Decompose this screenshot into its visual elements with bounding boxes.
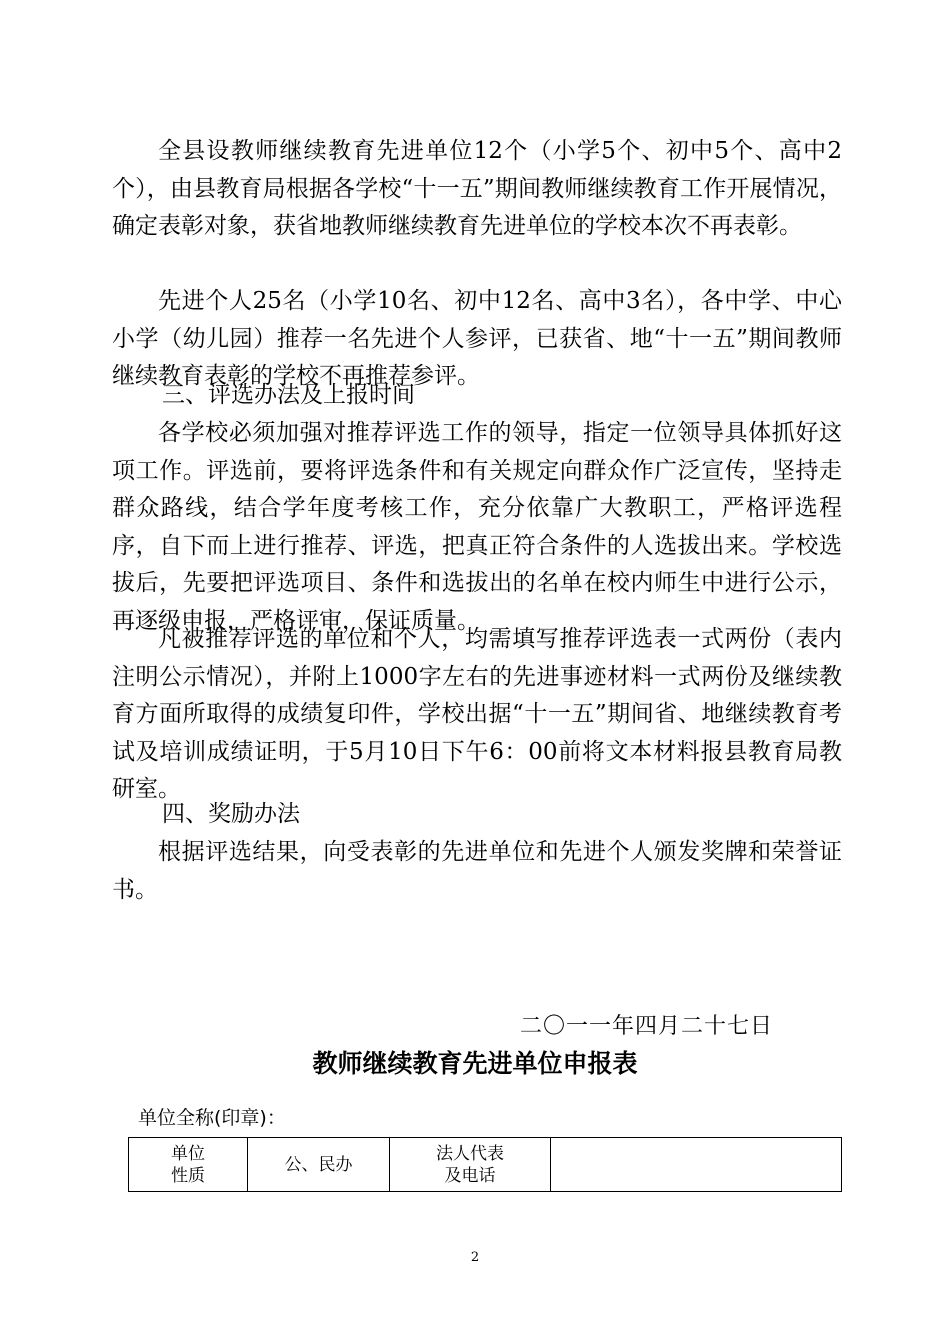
section-heading-rewards: 四、奖励办法 (162, 801, 300, 827)
paragraph-rewards: 根据评选结果，向受表彰的先进单位和先进个人颁发奖牌和荣誉证书。 (112, 839, 842, 903)
paragraph-advanced-units: 全县设教师继续教育先进单位12个（小学5个、初中5个、高中2个），由县教育局根据各学校“十一五”期间教师继续教育工作开展情况，确定表彰对象，获省地教师继续教育先进单位的学校本次不再表彰。 (112, 138, 842, 239)
application-form-table (128, 1137, 842, 1192)
paragraph-advanced-individuals: 先进个人25名（小学10名、初中12名、高中3名），各中学、中心小学（幼儿园）推荐一名先进个人参评，已获省、地“十一五”期间教师继续教育表彰的学校不再推荐参评。 (112, 288, 842, 389)
table-row (129, 1138, 842, 1192)
unit-nature-label-cell: 单位 性质 (129, 1138, 248, 1192)
legal-rep-label-cell: 法人代表 及电话 (390, 1138, 551, 1192)
legal-rep-value-cell[interactable] (551, 1138, 842, 1192)
paragraph-submission-requirements: 凡被推荐评选的单位和个人，均需填写推荐评选表一式两份（表内注明公示情况），并附上1000字左右的先进事迹材料一式两份及继续教育方面所取得的成绩复印件，学校出据“十一五”期间省、地继续教育考试及培训成绩证明，于5月10日下午6：00前将文本材料报县教育局教研室。 (112, 626, 842, 802)
unit-name-label: 单位全称(印章)： (138, 1107, 286, 1129)
page-number: 2 (470, 1250, 480, 1265)
document-date: 二〇一一年四月二十七日 (520, 1014, 774, 1039)
paragraph-selection-procedure: 各学校必须加强对推荐评选工作的领导，指定一位领导具体抓好这项工作。评选前，要将评选条件和有关规定向群众作广泛宣传，坚持走群众路线，结合学年度考核工作，充分依靠广大教职工，严格评选程序，自下而上进行推荐、评选，把真正符合条件的人选拔出来。学校选拔后，先要把评选项目、条件和选拔出的名单在校内师生中进行公示，再逐级申报，严格评审，保证质量。 (112, 420, 842, 634)
unit-nature-value-cell[interactable]: 公、民办 (248, 1138, 390, 1192)
section-heading-selection-method: 三、评选办法及上报时间 (162, 382, 415, 408)
form-title: 教师继续教育先进单位申报表 (312, 1049, 638, 1078)
